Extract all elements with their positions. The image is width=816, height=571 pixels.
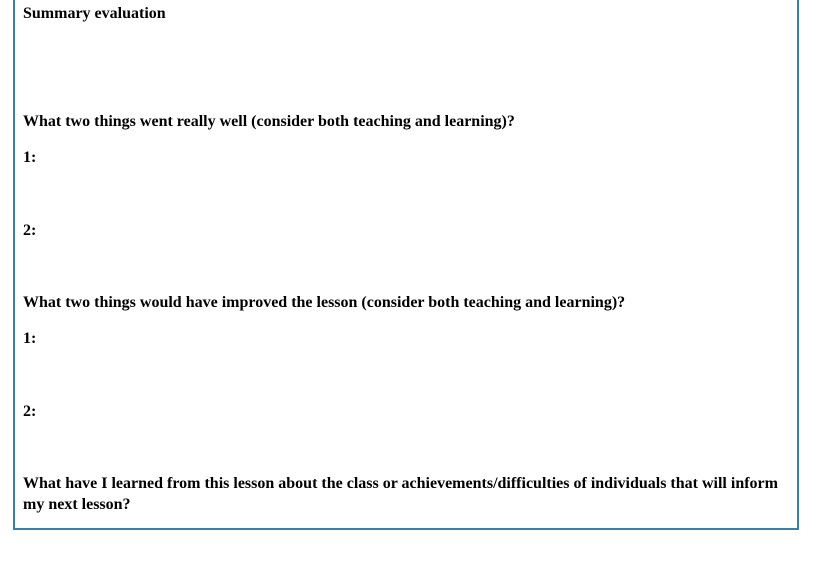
learned-question: What have I learned from this lesson about the class or achievements/difficulties of individuals that will inform my next lesson? (23, 475, 778, 513)
went-well-item-2-label: 2: (23, 222, 37, 239)
went-well-question: What two things went really well (consider both teaching and learning)? (23, 113, 515, 130)
improved-item-2-answer[interactable] (55, 398, 775, 428)
summary-evaluation-form (13, 0, 799, 530)
improved-item-1-answer[interactable] (55, 325, 775, 355)
went-well-item-2-answer[interactable] (55, 217, 775, 247)
improved-item-2-label: 2: (23, 403, 37, 420)
form-title: Summary evaluation (23, 5, 166, 22)
went-well-item-1-answer[interactable] (55, 144, 775, 174)
improved-question: What two things would have improved the lesson (consider both teaching and learning)? (23, 294, 626, 311)
went-well-item-1-label: 1: (23, 149, 37, 166)
improved-item-1-label: 1: (23, 330, 37, 347)
